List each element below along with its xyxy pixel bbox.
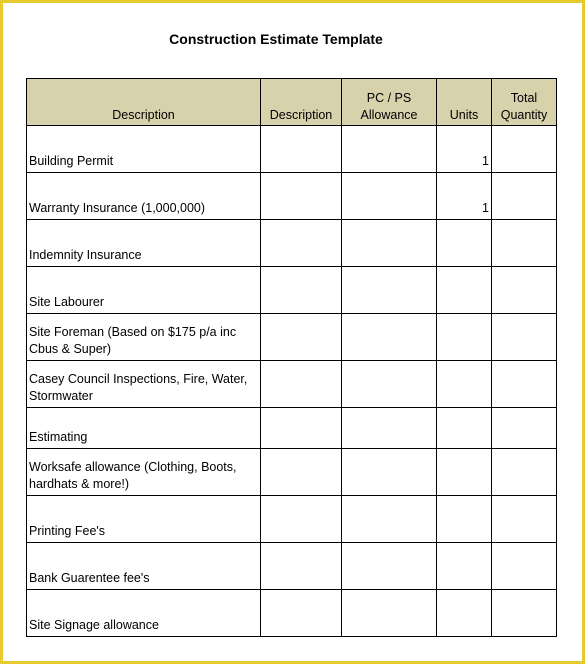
table-row bbox=[27, 267, 557, 314]
cell-description: Casey Council Inspections, Fire, Water, Stormwater bbox=[27, 361, 261, 408]
cell-description-2 bbox=[261, 220, 342, 267]
cell-units bbox=[437, 543, 492, 590]
cell-description-2 bbox=[261, 126, 342, 173]
table-row bbox=[27, 220, 557, 267]
header-total-quantity: Total Quantity bbox=[492, 79, 557, 126]
cell-description-2 bbox=[261, 267, 342, 314]
cell-description-2 bbox=[261, 173, 342, 220]
cell-description: Estimating bbox=[27, 408, 261, 449]
cell-description: Warranty Insurance (1,000,000) bbox=[27, 173, 261, 220]
table-row bbox=[27, 173, 557, 220]
table-row bbox=[27, 408, 557, 449]
cell-description: Printing Fee's bbox=[27, 496, 261, 543]
cell-units bbox=[437, 408, 492, 449]
cell-pc-ps-allowance bbox=[342, 126, 437, 173]
cell-description: Site Foreman (Based on $175 p/a inc Cbus & Super) bbox=[27, 314, 261, 361]
header-units: Units bbox=[437, 79, 492, 126]
table-row bbox=[27, 314, 557, 361]
cell-description-2 bbox=[261, 590, 342, 637]
cell-pc-ps-allowance bbox=[342, 590, 437, 637]
cell-pc-ps-allowance bbox=[342, 408, 437, 449]
cell-units bbox=[437, 590, 492, 637]
cell-description-2 bbox=[261, 408, 342, 449]
cell-total-quantity bbox=[492, 361, 557, 408]
cell-total-quantity bbox=[492, 267, 557, 314]
cell-pc-ps-allowance bbox=[342, 361, 437, 408]
cell-pc-ps-allowance bbox=[342, 173, 437, 220]
cell-pc-ps-allowance bbox=[342, 267, 437, 314]
cell-total-quantity bbox=[492, 126, 557, 173]
cell-description: Worksafe allowance (Clothing, Boots, hardhats & more!) bbox=[27, 449, 261, 496]
document-title: Construction Estimate Template bbox=[169, 31, 383, 47]
header-description-2: Description bbox=[261, 79, 342, 126]
cell-description: Site Signage allowance bbox=[27, 590, 261, 637]
cell-pc-ps-allowance bbox=[342, 449, 437, 496]
table-row bbox=[27, 590, 557, 637]
cell-total-quantity bbox=[492, 314, 557, 361]
cell-description: Bank Guarentee fee's bbox=[27, 543, 261, 590]
table-row bbox=[27, 543, 557, 590]
header-description: Description bbox=[27, 79, 261, 126]
cell-total-quantity bbox=[492, 543, 557, 590]
cell-description-2 bbox=[261, 314, 342, 361]
table-row bbox=[27, 361, 557, 408]
cell-description: Site Labourer bbox=[27, 267, 261, 314]
cell-total-quantity bbox=[492, 408, 557, 449]
header-row bbox=[27, 79, 557, 126]
cell-description-2 bbox=[261, 496, 342, 543]
cell-total-quantity bbox=[492, 449, 557, 496]
cell-units bbox=[437, 496, 492, 543]
cell-total-quantity bbox=[492, 496, 557, 543]
cell-units: 1 bbox=[437, 126, 492, 173]
cell-total-quantity bbox=[492, 590, 557, 637]
cell-units bbox=[437, 361, 492, 408]
cell-description-2 bbox=[261, 543, 342, 590]
cell-description: Indemnity Insurance bbox=[27, 220, 261, 267]
cell-units bbox=[437, 220, 492, 267]
header-pc-ps-allowance: PC / PS Allowance bbox=[342, 79, 437, 126]
cell-units bbox=[437, 449, 492, 496]
table-row bbox=[27, 496, 557, 543]
cell-description-2 bbox=[261, 449, 342, 496]
cell-units: 1 bbox=[437, 173, 492, 220]
cell-description-2 bbox=[261, 361, 342, 408]
cell-total-quantity bbox=[492, 173, 557, 220]
cell-pc-ps-allowance bbox=[342, 220, 437, 267]
cell-units bbox=[437, 267, 492, 314]
table-row bbox=[27, 449, 557, 496]
cell-description: Building Permit bbox=[27, 126, 261, 173]
table-row bbox=[27, 126, 557, 173]
cell-total-quantity bbox=[492, 220, 557, 267]
table-body bbox=[27, 126, 557, 637]
cell-pc-ps-allowance bbox=[342, 543, 437, 590]
cell-units bbox=[437, 314, 492, 361]
estimate-table bbox=[26, 78, 557, 637]
cell-pc-ps-allowance bbox=[342, 496, 437, 543]
cell-pc-ps-allowance bbox=[342, 314, 437, 361]
